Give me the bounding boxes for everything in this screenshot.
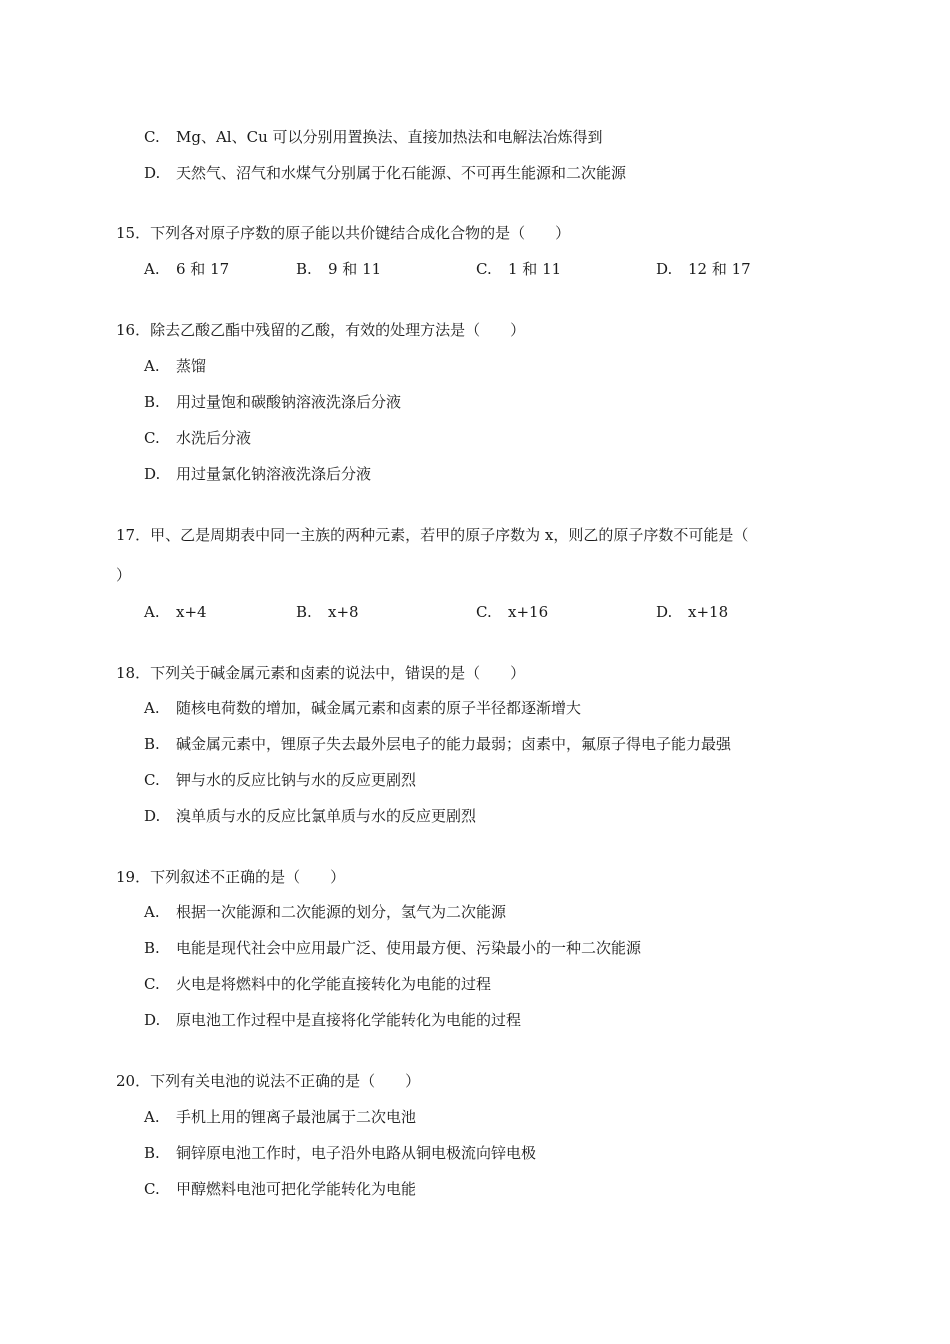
q15-option-d bbox=[656, 258, 751, 280]
q20-stem: 20．下列有关电池的说法不正确的是（ ） bbox=[116, 1072, 421, 1090]
option-label: C. bbox=[476, 260, 492, 278]
q18-option-b bbox=[144, 733, 731, 755]
q20-option-a bbox=[144, 1106, 416, 1128]
option-text: x+16 bbox=[508, 603, 549, 621]
option-label: C. bbox=[144, 771, 160, 789]
q16-stem: 16．除去乙酸乙酯中残留的乙酸，有效的处理方法是（ ） bbox=[116, 321, 526, 339]
q15-stem: 15．下列各对原子序数的原子能以共价键结合成化合物的是（ ） bbox=[116, 224, 571, 242]
option-label: D. bbox=[656, 260, 673, 278]
option-label: A. bbox=[144, 603, 160, 621]
q20-option-b bbox=[144, 1142, 536, 1164]
q19-option-d bbox=[144, 1009, 521, 1031]
option-label: B. bbox=[144, 393, 160, 411]
option-text: 1 和 11 bbox=[508, 260, 562, 278]
option-text: 根据一次能源和二次能源的划分，氢气为二次能源 bbox=[176, 903, 507, 921]
option-label: C. bbox=[144, 1180, 160, 1198]
q17-option-a bbox=[144, 601, 207, 623]
option-label: B. bbox=[144, 1144, 160, 1162]
q20-option-c bbox=[144, 1178, 416, 1200]
option-label: C. bbox=[144, 429, 160, 447]
option-text: 蒸馏 bbox=[176, 357, 207, 375]
option-text: 用过量饱和碳酸钠溶液洗涤后分液 bbox=[176, 393, 402, 411]
q16-option-b bbox=[144, 391, 401, 413]
q19-option-c bbox=[144, 973, 491, 995]
option-label: A. bbox=[144, 1108, 160, 1126]
option-text: 溴单质与水的反应比氯单质与水的反应更剧烈 bbox=[176, 807, 477, 825]
q15-option-b bbox=[296, 258, 381, 280]
option-label: C. bbox=[144, 128, 160, 146]
option-text: x+8 bbox=[328, 603, 359, 621]
option-text: 用过量氯化钠溶液洗涤后分液 bbox=[176, 465, 372, 483]
option-text: 火电是将燃料中的化学能直接转化为电能的过程 bbox=[176, 975, 492, 993]
option-label: D. bbox=[144, 1011, 161, 1029]
option-label: C. bbox=[476, 603, 492, 621]
option-label: D. bbox=[144, 164, 161, 182]
q14-option-d bbox=[144, 162, 626, 184]
option-text: x+4 bbox=[176, 603, 207, 621]
q18-stem: 18．下列关于碱金属元素和卤素的说法中，错误的是（ ） bbox=[116, 664, 526, 682]
q18-option-c bbox=[144, 769, 416, 791]
option-text: 随核电荷数的增加，碱金属元素和卤素的原子半径都逐渐增大 bbox=[176, 699, 582, 717]
option-text: 电能是现代社会中应用最广泛、使用最方便、污染最小的一种二次能源 bbox=[176, 939, 642, 957]
option-text: 甲醇燃料电池可把化学能转化为电能 bbox=[176, 1180, 417, 1198]
q19-option-a bbox=[144, 901, 506, 923]
q17-option-c bbox=[476, 601, 548, 623]
option-text: 手机上用的锂离子最池属于二次电池 bbox=[176, 1108, 417, 1126]
q16-option-d bbox=[144, 463, 371, 485]
option-text: 原电池工作过程中是直接将化学能转化为电能的过程 bbox=[176, 1011, 522, 1029]
option-label: B. bbox=[144, 939, 160, 957]
option-label: B. bbox=[144, 735, 160, 753]
q17-stem-continued: ） bbox=[116, 566, 132, 584]
option-text: 6 和 17 bbox=[176, 260, 230, 278]
q18-option-d bbox=[144, 805, 476, 827]
q15-option-a bbox=[144, 258, 229, 280]
q16-option-a bbox=[144, 355, 206, 377]
option-label: D. bbox=[144, 807, 161, 825]
q17-option-d bbox=[656, 601, 728, 623]
option-text: 铜锌原电池工作时，电子沿外电路从铜电极流向锌电极 bbox=[176, 1144, 537, 1162]
q19-stem: 19．下列叙述不正确的是（ ） bbox=[116, 868, 346, 886]
option-label: A. bbox=[144, 903, 160, 921]
option-text: 水洗后分液 bbox=[176, 429, 252, 447]
option-text: 9 和 11 bbox=[328, 260, 382, 278]
q15-option-c bbox=[476, 258, 561, 280]
option-label: A. bbox=[144, 260, 160, 278]
option-label: D. bbox=[656, 603, 673, 621]
option-text: 钾与水的反应比钠与水的反应更剧烈 bbox=[176, 771, 417, 789]
q17-stem: 17．甲、乙是周期表中同一主族的两种元素，若甲的原子序数为 x，则乙的原子序数不可能是（ bbox=[116, 526, 749, 544]
q17-option-b bbox=[296, 601, 359, 623]
option-text: x+18 bbox=[688, 603, 729, 621]
option-text: 碱金属元素中，锂原子失去最外层电子的能力最弱；卤素中，氟原子得电子能力最强 bbox=[176, 735, 732, 753]
option-text: 天然气、沼气和水煤气分别属于化石能源、不可再生能源和二次能源 bbox=[176, 164, 627, 182]
q18-option-a bbox=[144, 697, 581, 719]
q16-option-c bbox=[144, 427, 251, 449]
option-label: A. bbox=[144, 357, 160, 375]
option-label: B. bbox=[296, 260, 312, 278]
option-text: Mg、Al、Cu 可以分别用置换法、直接加热法和电解法冶炼得到 bbox=[176, 128, 603, 146]
option-label: B. bbox=[296, 603, 312, 621]
option-text: 12 和 17 bbox=[688, 260, 751, 278]
option-label: D. bbox=[144, 465, 161, 483]
q19-option-b bbox=[144, 937, 641, 959]
q14-option-c bbox=[144, 126, 603, 148]
option-label: C. bbox=[144, 975, 160, 993]
option-label: A. bbox=[144, 699, 160, 717]
